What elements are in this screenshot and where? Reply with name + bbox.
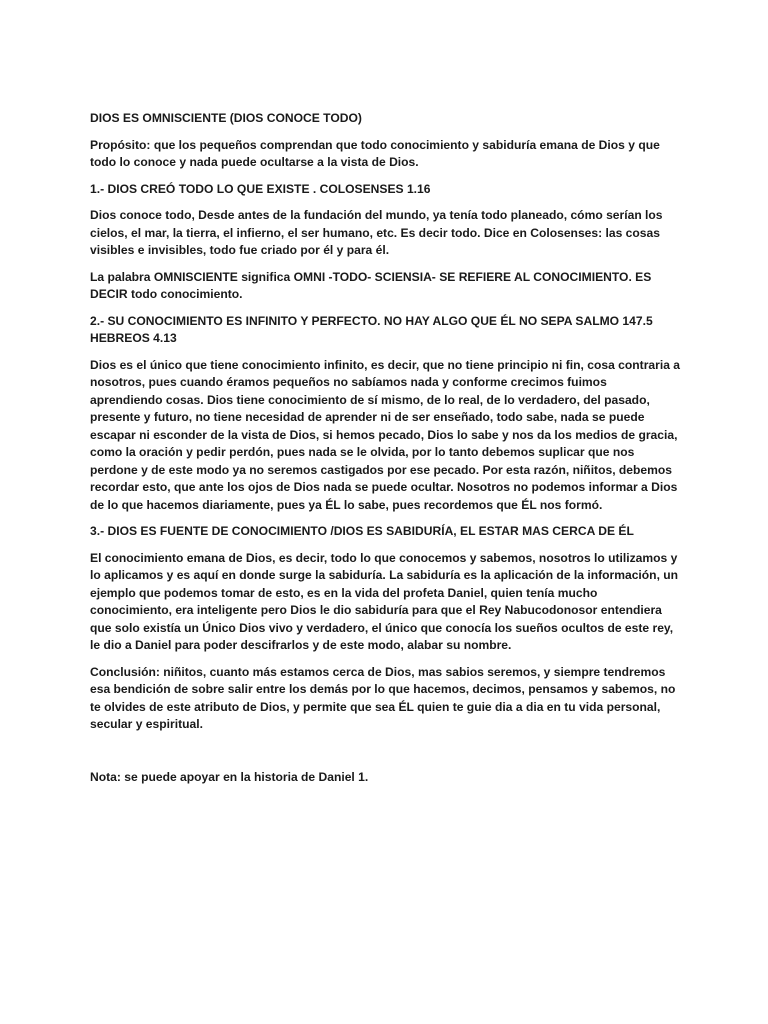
purpose-paragraph: Propósito: que los pequeños comprendan que todo conocimiento y sabiduría emana de Dios y que todo lo conoce y nada puede ocultarse a la vista de Dios. [90,137,660,169]
point-1-paragraph: Dios conoce todo, Desde antes de la fundación del mundo, ya tenía todo planeado, cómo serían los cielos, el mar, la tierra, el infierno, el ser humano, etc. Es decir todo. Dice en Colosenses: las cosas visibles e invisibles, todo fue criado por él y para él. [90,208,663,257]
document-title: DIOS ES OMNISCIENTE (DIOS CONOCE TODO) [90,111,362,125]
document-body [90,110,680,795]
point-2-heading: 2.- SU CONOCIMIENTO ES INFINITO Y PERFECTO. NO HAY ALGO QUE ÉL NO SEPA SALMO 147.5 HEBREOS 4.13 [90,313,653,345]
conclusion-paragraph: Conclusión: niñitos, cuanto más estamos cerca de Dios, mas sabios seremos, y siempre tendremos esa bendición de sobre salir entre los demás por lo que hacemos, decimos, pensamos y sabemos, no te olvides de este atributo de Dios, y permite que sea ÉL quien te guie dia a dia en tu vida personal, secular y espiritual. [90,664,676,731]
point-2-paragraph: Dios es el único que tiene conocimiento infinito, es decir, que no tiene principio ni fin, cosa contraria a nosotros, pues cuando éramos pequeños no sabíamos nada y conforme crecimos fuimos aprendiendo cosas. Dios tiene conocimiento de sí mismo, de lo real, de lo verdadero, del pasado, presente y futuro, no tiene necesidad de aprender ni de ser enseñado, todo sabe, nada se puede escapar ni esconder de la vista de Dios, si hemos pecado, Dios lo sabe y nos da los medios de gracia, como la oración y pedir perdón, pues nada se le olvida, por lo tanto debemos suplicar que nos perdone y de este modo ya no seremos castigados por ese pecado. Por esta razón, niñitos, debemos recordar esto, que ante los ojos de Dios nada se puede ocultar. Nosotros no podemos informar a Dios de lo que hacemos diariamente, pues ya ÉL lo sabe, pues recordemos que ÉL nos formó. [90,357,681,512]
note-paragraph: Nota: se puede apoyar en la historia de Daniel 1. [90,769,369,784]
point-3-paragraph: El conocimiento emana de Dios, es decir, todo lo que conocemos y sabemos, nosotros lo utilizamos y lo aplicamos y es aquí en donde surge la sabiduría. La sabiduría es la aplicación de la información, un ejemplo que podemos tomar de esto, es en la vida del profeta Daniel, quien tenía mucho conocimiento, era inteligente pero Dios le dio sabiduría para que el Rey Nabucodonosor entendiera que solo existía un Único Dios vivo y verdadero, el único que conocía los sueños ocultos de este rey, le dio a Daniel para poder descifrarlos y de este modo, alabar su nombre. [90,550,679,652]
definition-paragraph: La palabra OMNISCIENTE significa OMNI -TODO- SCIENSIA- SE REFIERE AL CONOCIMIENTO. ES DECIR todo conocimiento. [90,269,652,301]
point-3-heading: 3.- DIOS ES FUENTE DE CONOCIMIENTO /DIOS ES SABIDURÍA, EL ESTAR MAS CERCA DE ÉL [90,524,634,538]
point-1-heading: 1.- DIOS CREÓ TODO LO QUE EXISTE . COLOSENSES 1.16 [90,181,431,196]
blank-line [90,743,680,760]
